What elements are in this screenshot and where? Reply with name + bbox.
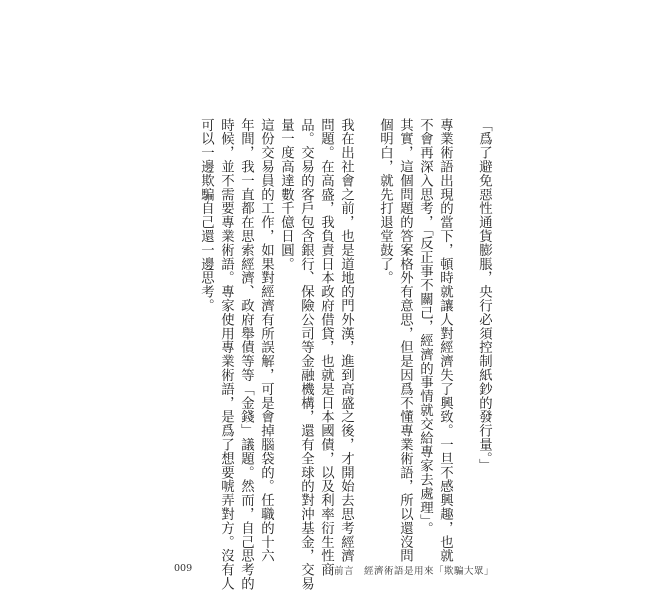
body-text-column: 量一度高達數千億日圓。 — [278, 118, 294, 271]
body-text-column: 可以一邊欺騙自己還一邊思考。 — [198, 118, 214, 313]
body-text-column: 我在出社會之前，也是道地的門外漢，進到高盛之後，才開始去思考經濟 — [338, 118, 354, 563]
body-text-column: 其實，這個問題的答案格外有意思，但是因爲不懂專業術語，所以還沒問 — [397, 118, 413, 563]
body-text-column: 個明白，就先打退堂鼓了。 — [377, 118, 393, 285]
body-text-column: 年間，我一直都在思索經濟、政府舉債等等「金錢」議題。然而，自己思考的 — [238, 118, 254, 591]
body-text-column: 這份交易員的工作，如果對經濟有所誤解，可是會掉腦袋的。任職的十六 — [258, 118, 274, 563]
page-number: 009 — [174, 563, 193, 574]
body-text-column: 品。交易的客戶包含銀行、保險公司等金融機構，還有全球的對沖基金，交易 — [298, 118, 314, 591]
body-text-column: 「爲了避免惡性通貨膨脹，央行必須控制紙鈔的發行量。」 — [476, 118, 492, 473]
body-text-column: 不會再深入思考，「反正事不關己，經濟的事情就交給專家去處理」。 — [417, 118, 433, 536]
body-text-column: 專業術語出現的當下，頓時就讓人對經濟失了興致。一旦不感興趣，也就 — [437, 118, 453, 563]
body-text-column: 時候，並不需要專業術語。專家使用專業術語，是爲了想要唬弄對方。沒有人 — [218, 118, 234, 591]
body-text-column: 問題。在高盛，我負責日本政府借貸，也就是日本國債，以及利率衍生性商 — [318, 118, 334, 577]
running-header: 前言 經濟術語是用來「欺騙大眾」 — [334, 566, 495, 577]
